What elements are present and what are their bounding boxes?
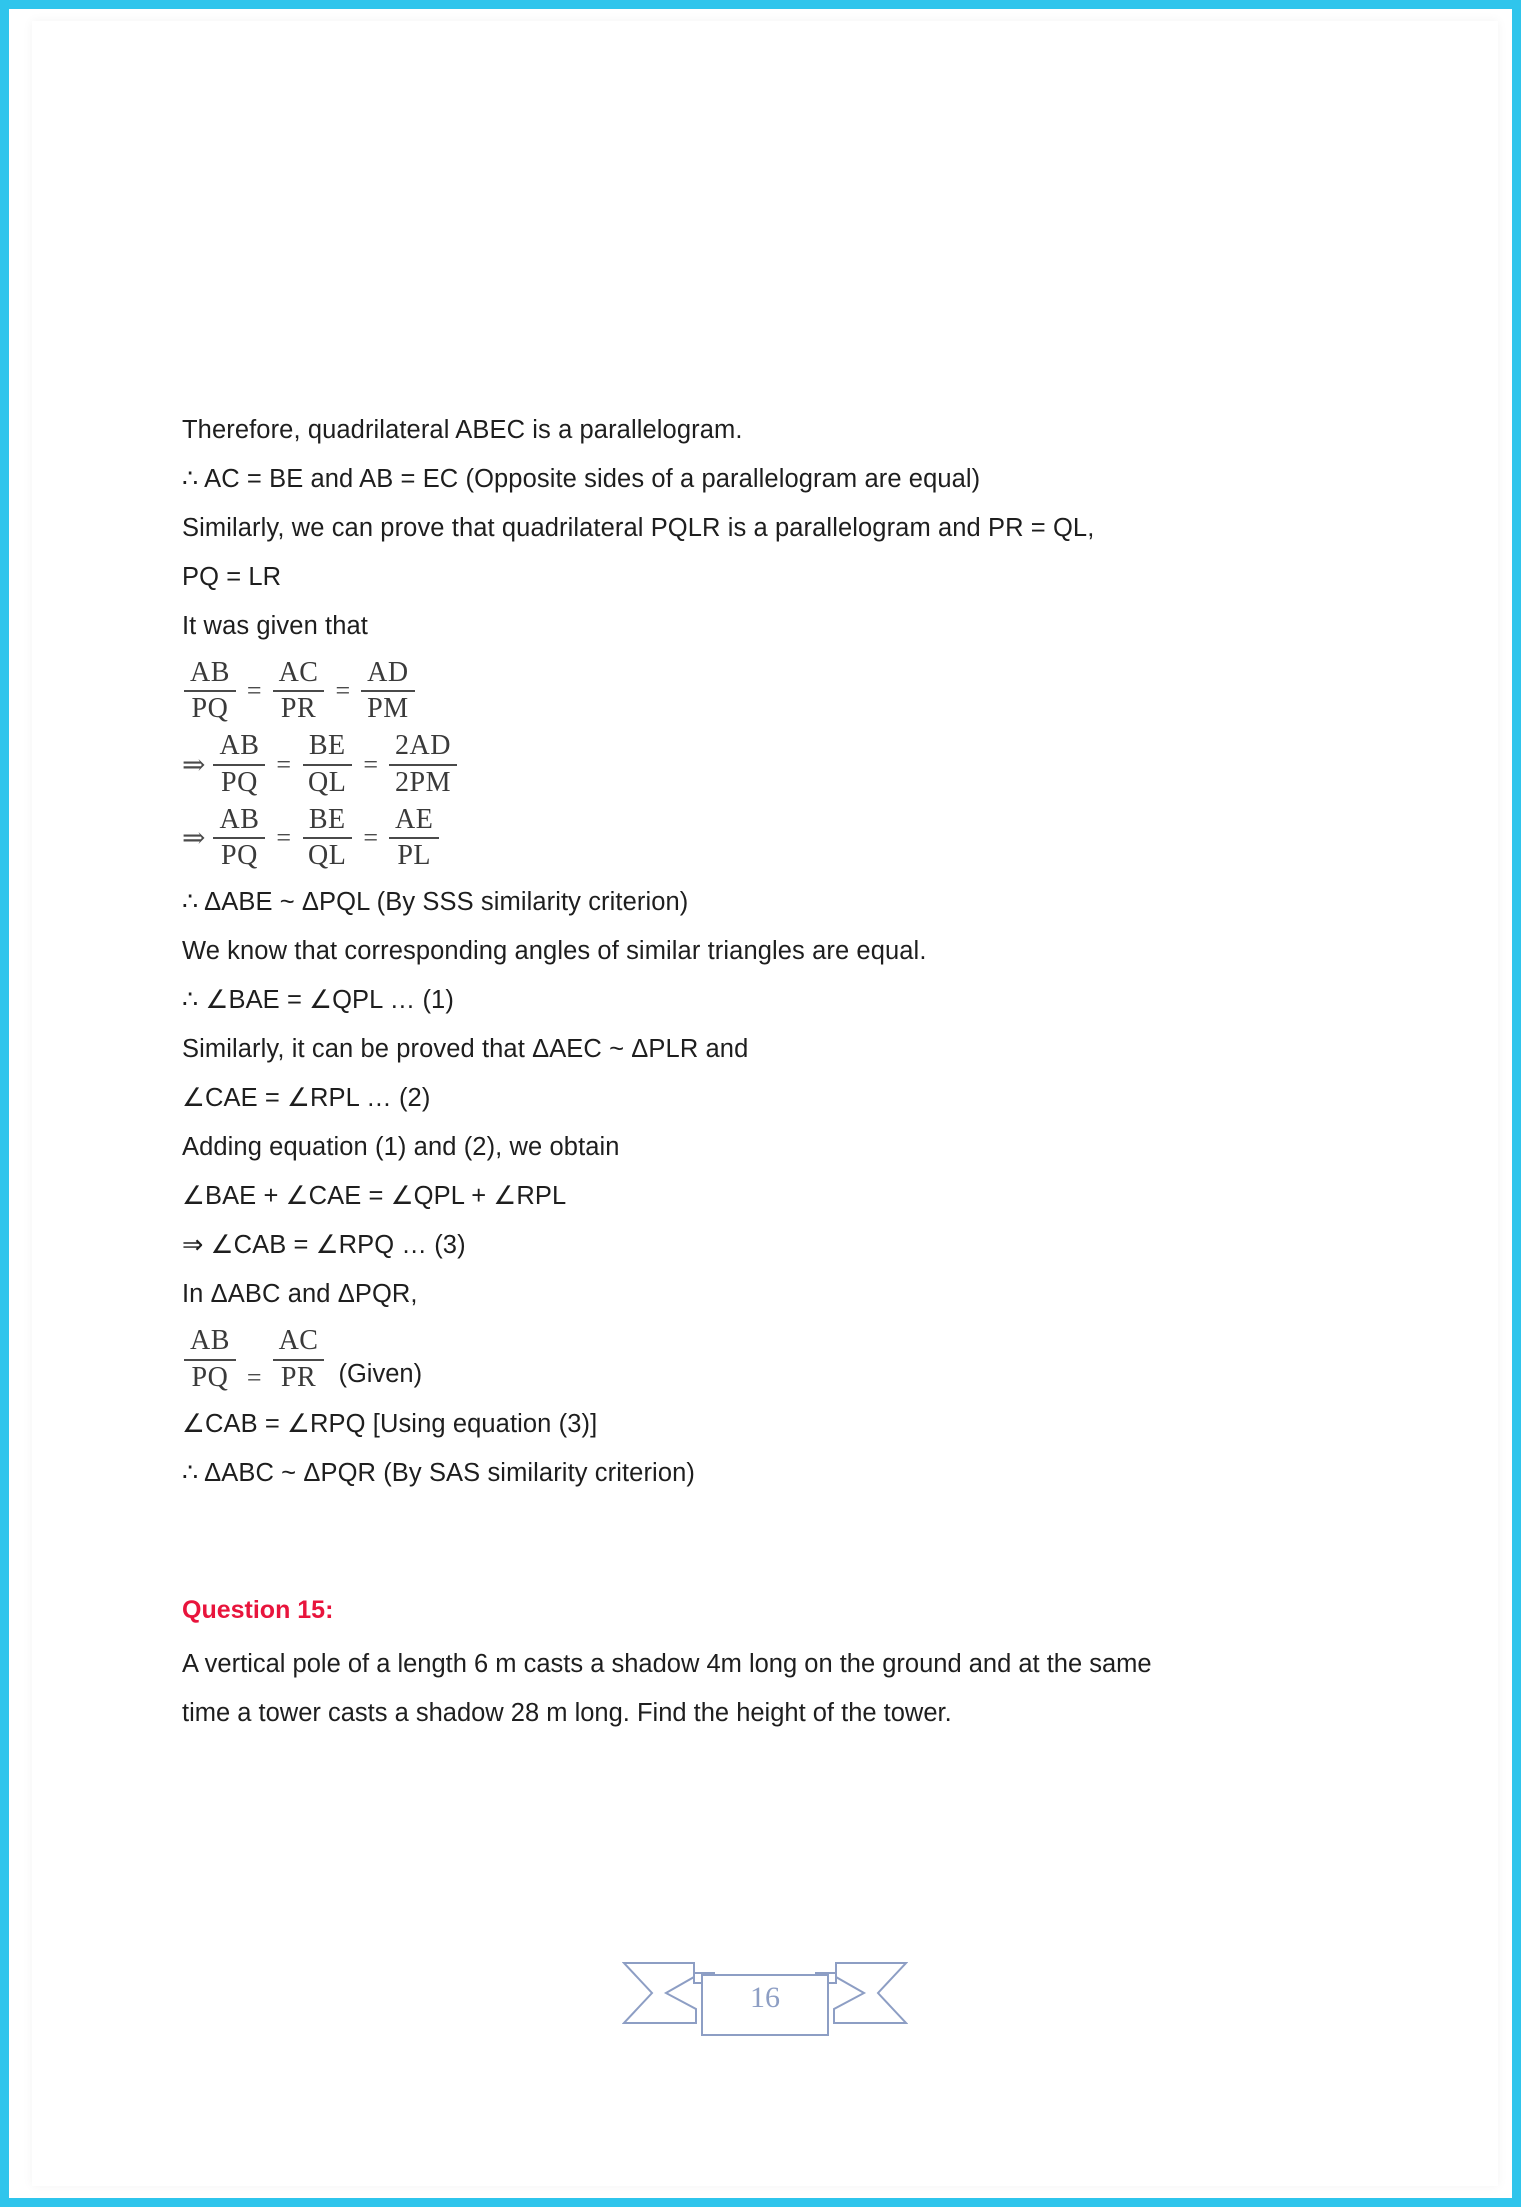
fraction <box>211 805 267 871</box>
paragraph-line: It was given that <box>182 612 368 640</box>
fraction-denominator: PL <box>397 840 432 872</box>
fraction-denominator: PR <box>280 693 317 725</box>
fraction-denominator: PQ <box>191 1361 229 1393</box>
paragraph-line: We know that corresponding angles of similar triangles are equal. <box>182 937 927 966</box>
page-footer <box>32 1951 1498 2047</box>
fraction <box>359 658 416 724</box>
question-text-line-1: A vertical pole of a length 6 m casts a shadow 4m long on the ground and at the same <box>182 1649 1152 1678</box>
fraction-denominator: QL <box>308 766 347 798</box>
given-annotation: (Given) <box>338 1359 423 1388</box>
question-text-line-2: time a tower casts a shadow 28 m long. Find the height of the tower. <box>182 1698 952 1727</box>
paragraph-line: ∠CAE = ∠RPL … (2) <box>182 1084 431 1113</box>
fraction-numerator: BE <box>303 731 352 765</box>
document-content <box>182 406 1372 1738</box>
fraction <box>387 805 441 871</box>
paragraph-line: Similarly, it can be proved that ΔAEC ~ ΔPLR and <box>182 1035 749 1064</box>
fraction-numerator: AE <box>389 805 439 839</box>
fraction-numerator: 2AD <box>389 731 457 765</box>
fraction-denominator: PQ <box>191 693 229 725</box>
fraction-numerator: AC <box>273 1326 325 1360</box>
equals-sign: = <box>363 823 379 853</box>
paragraph-line: ⇒ ∠CAB = ∠RPQ … (3) <box>182 1231 466 1260</box>
equation-ratio-4 <box>182 1326 1372 1392</box>
fraction-denominator: PQ <box>221 840 258 872</box>
paragraph-line: ∠BAE + ∠CAE = ∠QPL + ∠RPL <box>182 1182 567 1211</box>
equals-sign: = <box>276 823 292 853</box>
paragraph-line: ∠CAB = ∠RPQ [Using equation (3)] <box>182 1409 598 1438</box>
fraction <box>182 1326 238 1392</box>
paragraph-line: ∴ AC = BE and AB = EC (Opposite sides of a parallelogram are equal) <box>182 465 981 493</box>
paragraph-line: Similarly, we can prove that quadrilateral PQLR is a parallelogram and PR = QL, <box>182 514 1095 542</box>
fraction <box>387 731 459 797</box>
fraction-numerator: AB <box>184 1326 236 1360</box>
ribbon-banner-icon <box>622 1951 908 2047</box>
fraction-denominator: PQ <box>221 766 258 798</box>
fraction-numerator: AD <box>361 658 414 692</box>
fraction-denominator: QL <box>308 840 347 872</box>
fraction-denominator: PR <box>280 1361 317 1393</box>
fraction-denominator: 2PM <box>395 766 452 798</box>
equation-ratio-3 <box>182 805 1372 871</box>
equation-ratio-2 <box>182 731 1372 797</box>
paragraph-line: In ΔABC and ΔPQR, <box>182 1280 418 1309</box>
fraction <box>271 658 327 724</box>
fraction-denominator: PM <box>367 693 409 725</box>
paragraph-line: ∴ ΔABE ~ ΔPQL (By SSS similarity criterion) <box>182 888 689 917</box>
equation-ratio-1 <box>182 658 1372 724</box>
fraction-numerator: AB <box>213 731 265 765</box>
equals-sign: = <box>363 749 379 779</box>
fraction <box>182 658 238 724</box>
fraction <box>271 1326 327 1392</box>
equals-sign: = <box>276 749 292 779</box>
fraction-numerator: AC <box>273 658 325 692</box>
fraction <box>300 805 354 871</box>
paragraph-line: Therefore, quadrilateral ABEC is a parallelogram. <box>182 416 743 444</box>
fraction <box>211 731 267 797</box>
question-heading: Question 15: <box>182 1595 334 1624</box>
question-text <box>182 1640 1362 1738</box>
fraction-numerator: AB <box>213 805 265 839</box>
paragraph-line: PQ = LR <box>182 563 282 591</box>
paragraph-line: Adding equation (1) and (2), we obtain <box>182 1133 620 1162</box>
fraction-numerator: AB <box>184 658 236 692</box>
fraction-numerator: BE <box>303 805 352 839</box>
equals-sign: = <box>246 676 262 706</box>
equals-sign: = <box>246 1362 262 1392</box>
implies-arrow-icon: ⇒ <box>182 823 206 855</box>
implies-arrow-icon: ⇒ <box>182 749 206 781</box>
section-spacer <box>182 1498 1372 1590</box>
page-sheet <box>32 21 1498 2186</box>
paragraph-line: ∴ ΔABC ~ ΔPQR (By SAS similarity criterion) <box>182 1458 695 1487</box>
equals-sign: = <box>335 676 351 706</box>
paragraph-line: ∴ ∠BAE = ∠QPL … (1) <box>182 986 454 1015</box>
page-number: 16 <box>750 1981 780 2014</box>
fraction <box>300 731 354 797</box>
